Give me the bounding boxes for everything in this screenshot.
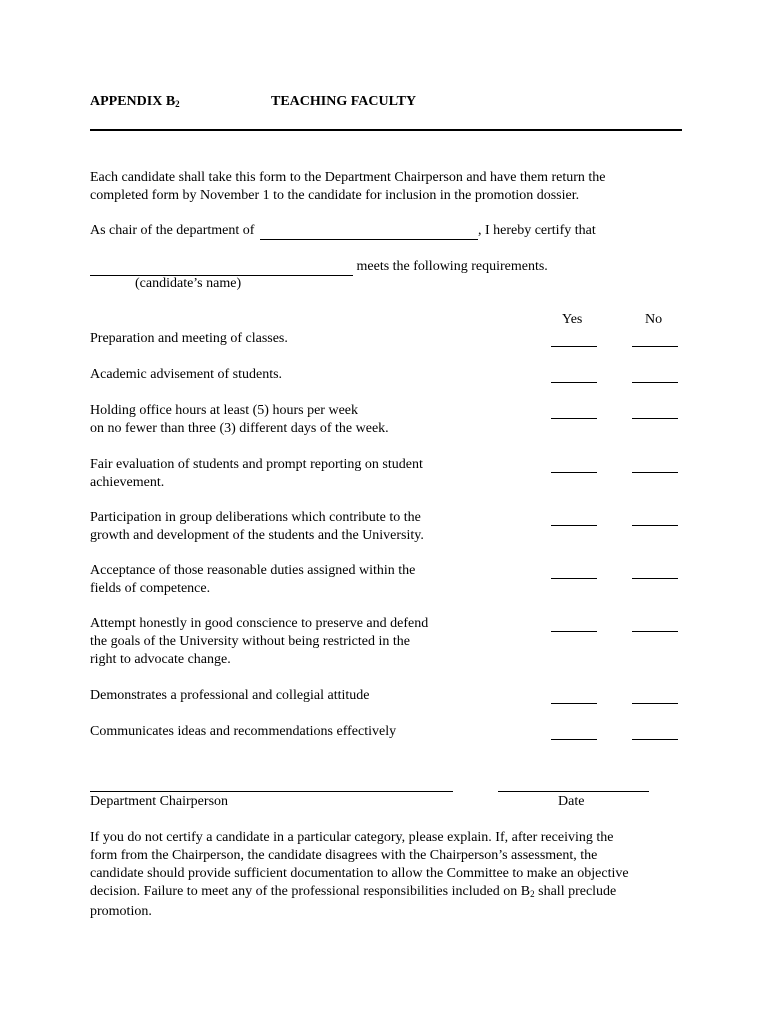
date-label: Date [558,794,585,809]
footer-line-4-suffix: shall preclude [534,884,617,899]
no-answer-blank[interactable] [632,703,678,704]
appendix-prefix: APPENDIX B [90,94,176,109]
intro-line-2: completed form by November 1 to the candidate for inclusion in the promotion dossier. [90,188,580,203]
footer-line-4-subscript: 2 [530,889,535,899]
requirement-line: the goals of the University without being restricted in the [90,634,410,649]
appendix-subscript: 2 [175,99,180,109]
header-rule [90,129,682,131]
appendix-label [90,94,180,110]
certify-prefix: As chair of the department of [90,223,255,238]
yes-column-header: Yes [562,312,583,327]
yes-answer-blank[interactable] [551,739,597,740]
footer-line-3: candidate should provide sufficient documentation to allow the Committee to make an objective [90,866,629,881]
candidate-caption: (candidate’s name) [135,276,242,291]
no-answer-blank[interactable] [632,525,678,526]
footer-line-2: form from the Chairperson, the candidate disagrees with the Chairperson’s assessment, the [90,848,598,863]
requirement-line: Attempt honestly in good conscience to preserve and defend [90,616,429,631]
no-answer-blank[interactable] [632,346,678,347]
footer-paragraph [90,829,690,921]
requirement-item [90,366,282,384]
yes-answer-blank[interactable] [551,525,597,526]
footer-line-4 [90,883,690,903]
meets-text: meets the following requirements. [356,259,548,274]
requirement-item [90,402,389,438]
intro-line-1: Each candidate shall take this form to the Department Chairperson and have them return the [90,170,606,185]
yes-answer-blank[interactable] [551,578,597,579]
yes-answer-blank[interactable] [551,346,597,347]
requirement-line: on no fewer than three (3) different days of the week. [90,421,389,436]
certify-suffix: , I hereby certify that [477,223,596,238]
intro-paragraph [90,169,690,205]
date-signature-line[interactable] [498,791,649,792]
footer-line-5: promotion. [90,904,152,919]
requirement-line: Academic advisement of students. [90,367,283,382]
requirement-line: right to advocate change. [90,652,231,667]
yes-answer-blank[interactable] [551,703,597,704]
department-field[interactable] [260,223,478,240]
candidate-name-field[interactable] [90,259,353,276]
chair-label: Department Chairperson [90,794,229,809]
no-answer-blank[interactable] [632,382,678,383]
certify-line [90,223,596,240]
chair-signature-line[interactable] [90,791,453,792]
requirement-line: achievement. [90,475,165,490]
no-answer-blank[interactable] [632,578,678,579]
requirement-line: growth and development of the students and the University. [90,528,424,543]
no-column-header: No [645,312,663,327]
no-answer-blank[interactable] [632,631,678,632]
no-answer-blank[interactable] [632,739,678,740]
requirement-item [90,687,370,705]
requirement-item [90,723,396,741]
requirement-item [90,562,415,598]
no-answer-blank[interactable] [632,418,678,419]
requirement-line: Communicates ideas and recommendations effectively [90,724,397,739]
yes-answer-blank[interactable] [551,631,597,632]
requirement-line: Acceptance of those reasonable duties assigned within the [90,563,416,578]
requirement-item [90,456,423,492]
requirement-line: Demonstrates a professional and collegial attitude [90,688,370,703]
requirement-item [90,615,428,669]
requirement-line: fields of competence. [90,581,211,596]
requirement-line: Fair evaluation of students and prompt reporting on student [90,457,423,472]
yes-answer-blank[interactable] [551,382,597,383]
requirement-line: Holding office hours at least (5) hours per week [90,403,358,418]
candidate-line [90,259,548,276]
yes-answer-blank[interactable] [551,418,597,419]
requirement-line: Preparation and meeting of classes. [90,331,288,346]
requirement-item [90,330,288,348]
requirement-item [90,509,424,545]
page-title: TEACHING FACULTY [271,94,417,109]
yes-answer-blank[interactable] [551,472,597,473]
no-answer-blank[interactable] [632,472,678,473]
footer-line-4-prefix: decision. Failure to meet any of the professional responsibilities included on B [90,884,531,899]
requirement-line: Participation in group deliberations which contribute to the [90,510,421,525]
footer-line-1: If you do not certify a candidate in a particular category, please explain. If, after receiving the [90,830,614,845]
